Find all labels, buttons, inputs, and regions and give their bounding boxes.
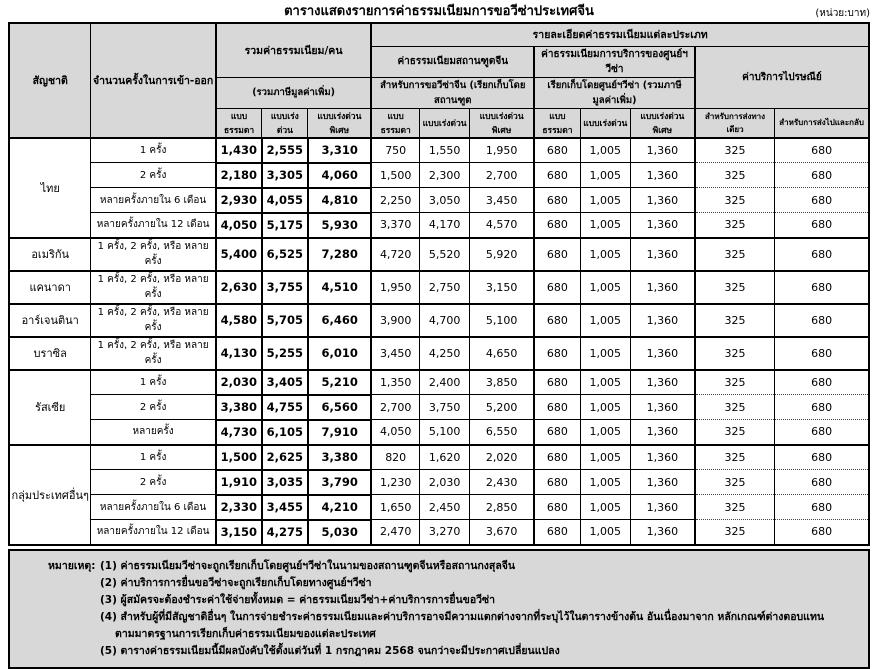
table-row <box>9 163 869 188</box>
embassy-fee-cell: 4,700 <box>420 304 470 337</box>
center-fee-cell: 1,360 <box>630 188 694 213</box>
postal-fee-cell: 325 <box>695 188 775 213</box>
embassy-fee-cell: 2,700 <box>371 395 419 420</box>
center-fee-cell: 1,005 <box>580 188 630 213</box>
postal-fee-cell: 325 <box>695 395 775 420</box>
table-row <box>9 238 869 271</box>
embassy-fee-cell: 1,550 <box>420 138 470 163</box>
center-fee-cell: 680 <box>534 163 580 188</box>
total-fee-cell: 2,555 <box>262 138 308 163</box>
col-header-express: แบบเร่งด่วน <box>420 108 470 138</box>
postal-fee-cell: 325 <box>695 495 775 520</box>
center-fee-cell: 1,005 <box>580 370 630 395</box>
postal-fee-cell: 680 <box>775 445 869 470</box>
total-fee-cell: 5,400 <box>216 238 262 271</box>
note-item-continuation: ตามมาตรฐานการเรียกเก็บค่าธรรมเนียมของแต่ละประเทศ <box>115 627 376 640</box>
embassy-fee-cell: 2,450 <box>420 495 470 520</box>
total-fee-cell: 5,030 <box>308 520 371 545</box>
embassy-fee-cell: 3,850 <box>470 370 534 395</box>
unit-note: (หน่วย:บาท) <box>815 8 870 19</box>
postal-fee-cell: 680 <box>775 370 869 395</box>
total-fee-cell: 5,705 <box>262 304 308 337</box>
embassy-fee-cell: 1,650 <box>371 495 419 520</box>
table-row <box>9 188 869 213</box>
col-header-express: แบบเร่งด่วน <box>262 108 308 138</box>
notes-label: หมายเหตุ: <box>48 559 96 572</box>
center-fee-cell: 1,360 <box>630 271 694 304</box>
table-row <box>9 304 869 337</box>
total-fee-cell: 7,910 <box>308 420 371 445</box>
entries-cell: 1 ครั้ง <box>91 370 216 395</box>
embassy-fee-cell: 2,020 <box>470 445 534 470</box>
center-fee-cell: 1,360 <box>630 520 694 545</box>
total-fee-cell: 4,055 <box>262 188 308 213</box>
total-fee-cell: 5,210 <box>308 370 371 395</box>
total-fee-cell: 1,910 <box>216 470 262 495</box>
postal-fee-cell: 325 <box>695 520 775 545</box>
postal-fee-cell: 680 <box>775 337 869 370</box>
embassy-fee-cell: 4,050 <box>371 420 419 445</box>
total-fee-cell: 5,255 <box>262 337 308 370</box>
center-fee-cell: 1,360 <box>630 395 694 420</box>
entries-cell: หลายครั้ง <box>91 420 216 445</box>
col-header-super-express: แบบเร่งด่วนพิเศษ <box>630 108 694 138</box>
page-title: ตารางแสดงรายการค่าธรรมเนียมการขอวีซ่าประเทศจีน <box>284 4 594 19</box>
visa-fee-table <box>8 22 870 546</box>
center-fee-cell: 680 <box>534 445 580 470</box>
embassy-fee-cell: 750 <box>371 138 419 163</box>
table-row <box>9 337 869 370</box>
col-header-total-sub: (รวมภาษีมูลค่าเพิ่ม) <box>216 77 372 108</box>
center-fee-cell: 1,360 <box>630 163 694 188</box>
center-fee-cell: 680 <box>534 138 580 163</box>
table-row <box>9 370 869 395</box>
postal-fee-cell: 680 <box>775 395 869 420</box>
notes-box <box>8 549 870 669</box>
embassy-fee-cell: 1,950 <box>371 271 419 304</box>
center-fee-cell: 1,360 <box>630 213 694 238</box>
entries-cell: 1 ครั้ง <box>91 445 216 470</box>
center-fee-cell: 1,360 <box>630 304 694 337</box>
postal-fee-cell: 680 <box>775 271 869 304</box>
center-fee-cell: 1,005 <box>580 304 630 337</box>
table-row <box>9 495 869 520</box>
embassy-fee-cell: 5,200 <box>470 395 534 420</box>
table-row <box>9 520 869 545</box>
total-fee-cell: 3,310 <box>308 138 371 163</box>
note-item: (5) ตารางค่าธรรมเนียมนี้มีผลบังคับใช้ตั้งแต่วันที่ 1 กรกฎาคม 2568 จนกว่าจะมีประกาศเปลี่ยนแปลง <box>100 644 560 657</box>
embassy-fee-cell: 3,750 <box>420 395 470 420</box>
embassy-fee-cell: 3,150 <box>470 271 534 304</box>
embassy-fee-cell: 3,450 <box>371 337 419 370</box>
postal-fee-cell: 680 <box>775 213 869 238</box>
col-header-embassy-group: ค่าธรรมเนียมสถานฑูตจีน <box>371 46 534 77</box>
total-fee-cell: 3,790 <box>308 470 371 495</box>
total-fee-cell: 2,625 <box>262 445 308 470</box>
col-header-postal-roundtrip: สำหรับการส่งไปและกลับ <box>775 108 869 138</box>
embassy-fee-cell: 2,430 <box>470 470 534 495</box>
total-fee-cell: 3,380 <box>308 445 371 470</box>
col-header-center-group: ค่าธรรมเนียมการบริการของศูนย์ฯวีซ่า <box>534 46 695 77</box>
embassy-fee-cell: 2,030 <box>420 470 470 495</box>
total-fee-cell: 3,380 <box>216 395 262 420</box>
postal-fee-cell: 325 <box>695 138 775 163</box>
table-row <box>9 420 869 445</box>
center-fee-cell: 680 <box>534 520 580 545</box>
center-fee-cell: 1,360 <box>630 420 694 445</box>
postal-fee-cell: 325 <box>695 304 775 337</box>
embassy-fee-cell: 820 <box>371 445 419 470</box>
table-row <box>9 271 869 304</box>
entries-cell: 1 ครั้ง, 2 ครั้ง, หรือ หลายครั้ง <box>91 271 216 304</box>
total-fee-cell: 6,010 <box>308 337 371 370</box>
entries-cell: 1 ครั้ง, 2 ครั้ง, หรือ หลายครั้ง <box>91 304 216 337</box>
postal-fee-cell: 680 <box>775 238 869 271</box>
table-row <box>9 213 869 238</box>
embassy-fee-cell: 3,050 <box>420 188 470 213</box>
entries-cell: หลายครั้งภายใน 12 เดือน <box>91 520 216 545</box>
postal-fee-cell: 325 <box>695 470 775 495</box>
postal-fee-cell: 680 <box>775 520 869 545</box>
embassy-fee-cell: 2,700 <box>470 163 534 188</box>
total-fee-cell: 1,430 <box>216 138 262 163</box>
nationality-cell: กลุ่มประเทศอื่นๆ <box>9 445 91 545</box>
postal-fee-cell: 325 <box>695 213 775 238</box>
col-header-postal-oneway: สำหรับการส่งทางเดียว <box>695 108 775 138</box>
total-fee-cell: 3,755 <box>262 271 308 304</box>
center-fee-cell: 1,005 <box>580 138 630 163</box>
center-fee-cell: 1,360 <box>630 495 694 520</box>
total-fee-cell: 3,035 <box>262 470 308 495</box>
embassy-fee-cell: 5,100 <box>420 420 470 445</box>
note-item: (3) ผู้สมัครจะต้องชำระค่าใช้จ่ายทั้งหมด = ค่าธรรมเนียมวีซ่า+ค่าบริการการยื่นขอวีซ่า <box>100 593 496 606</box>
embassy-fee-cell: 2,470 <box>371 520 419 545</box>
center-fee-cell: 680 <box>534 337 580 370</box>
postal-fee-cell: 325 <box>695 238 775 271</box>
note-item: (4) สำหรับผู้ที่มีสัญชาติอื่นๆ ในการจ่ายชำระค่าธรรมเนียมและค่าบริการอาจมีความแตกต่างจากที่ระบุไว้ในตารางข้างต้น อันเนื่องมาจาก หลักเกณฑ์ต่างตอบแทน <box>100 610 825 623</box>
total-fee-cell: 3,305 <box>262 163 308 188</box>
entries-cell: 2 ครั้ง <box>91 163 216 188</box>
center-fee-cell: 680 <box>534 420 580 445</box>
postal-fee-cell: 325 <box>695 163 775 188</box>
center-fee-cell: 680 <box>534 395 580 420</box>
embassy-fee-cell: 2,250 <box>371 188 419 213</box>
col-header-details-group: รายละเอียดค่าธรรมเนียมแต่ละประเภท <box>371 23 869 46</box>
center-fee-cell: 1,005 <box>580 213 630 238</box>
embassy-fee-cell: 2,850 <box>470 495 534 520</box>
embassy-fee-cell: 5,920 <box>470 238 534 271</box>
title-row <box>8 2 870 22</box>
center-fee-cell: 1,005 <box>580 337 630 370</box>
total-fee-cell: 4,580 <box>216 304 262 337</box>
center-fee-cell: 1,005 <box>580 520 630 545</box>
total-fee-cell: 4,210 <box>308 495 371 520</box>
postal-fee-cell: 325 <box>695 420 775 445</box>
total-fee-cell: 4,510 <box>308 271 371 304</box>
center-fee-cell: 1,005 <box>580 445 630 470</box>
total-fee-cell: 2,180 <box>216 163 262 188</box>
total-fee-cell: 3,405 <box>262 370 308 395</box>
total-fee-cell: 5,930 <box>308 213 371 238</box>
nationality-cell: อาร์เจนตินา <box>9 304 91 337</box>
center-fee-cell: 1,360 <box>630 337 694 370</box>
center-fee-cell: 1,360 <box>630 445 694 470</box>
embassy-fee-cell: 1,620 <box>420 445 470 470</box>
embassy-fee-cell: 2,400 <box>420 370 470 395</box>
center-fee-cell: 1,360 <box>630 138 694 163</box>
embassy-fee-cell: 3,900 <box>371 304 419 337</box>
col-header-embassy-sub: สำหรับการขอวีซ่าจีน (เรียกเก็บโดยสถานฑูต <box>371 77 534 108</box>
total-fee-cell: 2,930 <box>216 188 262 213</box>
col-header-center-sub: เรียกเก็บโดยศูนย์ฯวีซ่า (รวมภาษีมูลค่าเพิ่ม) <box>534 77 695 108</box>
total-fee-cell: 3,150 <box>216 520 262 545</box>
col-header-super-express: แบบเร่งด่วนพิเศษ <box>308 108 371 138</box>
embassy-fee-cell: 4,170 <box>420 213 470 238</box>
note-item: (1) ค่าธรรมเนียมวีซ่าจะถูกเรียกเก็บโดยศูนย์ฯวีซ่าในนามของสถานฑูตจีนหรือสถานกงสุลจีน <box>100 559 516 572</box>
embassy-fee-cell: 4,650 <box>470 337 534 370</box>
postal-fee-cell: 325 <box>695 271 775 304</box>
entries-cell: หลายครั้งภายใน 6 เดือน <box>91 495 216 520</box>
total-fee-cell: 1,500 <box>216 445 262 470</box>
entries-cell: 1 ครั้ง, 2 ครั้ง, หรือ หลายครั้ง <box>91 337 216 370</box>
embassy-fee-cell: 1,950 <box>470 138 534 163</box>
center-fee-cell: 1,360 <box>630 470 694 495</box>
table-header <box>9 23 869 138</box>
table-row <box>9 138 869 163</box>
center-fee-cell: 1,005 <box>580 271 630 304</box>
embassy-fee-cell: 1,500 <box>371 163 419 188</box>
total-fee-cell: 5,175 <box>262 213 308 238</box>
postal-fee-cell: 680 <box>775 188 869 213</box>
postal-fee-cell: 325 <box>695 337 775 370</box>
center-fee-cell: 680 <box>534 238 580 271</box>
total-fee-cell: 6,105 <box>262 420 308 445</box>
note-item: (2) ค่าบริการการยื่นขอวีซ่าจะถูกเรียกเก็บโดยทางศูนย์ฯวีซ่า <box>100 576 372 589</box>
total-fee-cell: 4,050 <box>216 213 262 238</box>
col-header-super-express: แบบเร่งด่วนพิเศษ <box>470 108 534 138</box>
total-fee-cell: 6,560 <box>308 395 371 420</box>
nationality-cell: รัสเซีย <box>9 370 91 445</box>
center-fee-cell: 680 <box>534 188 580 213</box>
total-fee-cell: 4,060 <box>308 163 371 188</box>
nationality-cell: แคนาดา <box>9 271 91 304</box>
embassy-fee-cell: 2,750 <box>420 271 470 304</box>
center-fee-cell: 1,360 <box>630 370 694 395</box>
embassy-fee-cell: 4,570 <box>470 213 534 238</box>
entries-cell: 2 ครั้ง <box>91 470 216 495</box>
center-fee-cell: 1,005 <box>580 238 630 271</box>
total-fee-cell: 6,525 <box>262 238 308 271</box>
total-fee-cell: 4,130 <box>216 337 262 370</box>
col-header-normal: แบบธรรมดา <box>216 108 262 138</box>
embassy-fee-cell: 3,370 <box>371 213 419 238</box>
total-fee-cell: 2,030 <box>216 370 262 395</box>
total-fee-cell: 4,810 <box>308 188 371 213</box>
table-row <box>9 395 869 420</box>
col-header-normal: แบบธรรมดา <box>534 108 580 138</box>
postal-fee-cell: 325 <box>695 445 775 470</box>
entries-cell: หลายครั้งภายใน 6 เดือน <box>91 188 216 213</box>
center-fee-cell: 680 <box>534 470 580 495</box>
total-fee-cell: 2,330 <box>216 495 262 520</box>
entries-cell: 2 ครั้ง <box>91 395 216 420</box>
center-fee-cell: 1,005 <box>580 495 630 520</box>
entries-cell: 1 ครั้ง <box>91 138 216 163</box>
embassy-fee-cell: 1,350 <box>371 370 419 395</box>
embassy-fee-cell: 2,300 <box>420 163 470 188</box>
center-fee-cell: 680 <box>534 304 580 337</box>
nationality-cell: ไทย <box>9 138 91 238</box>
embassy-fee-cell: 3,270 <box>420 520 470 545</box>
embassy-fee-cell: 5,100 <box>470 304 534 337</box>
embassy-fee-cell: 3,670 <box>470 520 534 545</box>
postal-fee-cell: 680 <box>775 420 869 445</box>
postal-fee-cell: 680 <box>775 495 869 520</box>
entries-cell: หลายครั้งภายใน 12 เดือน <box>91 213 216 238</box>
center-fee-cell: 1,005 <box>580 163 630 188</box>
center-fee-cell: 1,360 <box>630 238 694 271</box>
col-header-total-group: รวมค่าธรรมเนียม/คน <box>216 23 372 77</box>
nationality-cell: อเมริกัน <box>9 238 91 271</box>
postal-fee-cell: 680 <box>775 163 869 188</box>
center-fee-cell: 1,005 <box>580 420 630 445</box>
total-fee-cell: 6,460 <box>308 304 371 337</box>
col-header-entries: จำนวนครั้งในการเข้า-ออก <box>91 23 216 138</box>
total-fee-cell: 2,630 <box>216 271 262 304</box>
table-body <box>9 138 869 545</box>
embassy-fee-cell: 5,520 <box>420 238 470 271</box>
embassy-fee-cell: 4,720 <box>371 238 419 271</box>
col-header-express: แบบเร่งด่วน <box>580 108 630 138</box>
col-header-normal: แบบธรรมดา <box>371 108 419 138</box>
embassy-fee-cell: 1,230 <box>371 470 419 495</box>
total-fee-cell: 4,730 <box>216 420 262 445</box>
total-fee-cell: 4,755 <box>262 395 308 420</box>
total-fee-cell: 4,275 <box>262 520 308 545</box>
embassy-fee-cell: 4,250 <box>420 337 470 370</box>
total-fee-cell: 3,455 <box>262 495 308 520</box>
col-header-nationality: สัญชาติ <box>9 23 91 138</box>
notes-list <box>100 558 860 660</box>
table-row <box>9 445 869 470</box>
postal-fee-cell: 325 <box>695 370 775 395</box>
center-fee-cell: 680 <box>534 495 580 520</box>
center-fee-cell: 680 <box>534 370 580 395</box>
embassy-fee-cell: 6,550 <box>470 420 534 445</box>
center-fee-cell: 680 <box>534 213 580 238</box>
table-row <box>9 470 869 495</box>
col-header-postal-group: ค่าบริการไปรษณีย์ <box>695 46 869 108</box>
embassy-fee-cell: 3,450 <box>470 188 534 213</box>
postal-fee-cell: 680 <box>775 304 869 337</box>
entries-cell: 1 ครั้ง, 2 ครั้ง, หรือ หลายครั้ง <box>91 238 216 271</box>
nationality-cell: บราซิล <box>9 337 91 370</box>
center-fee-cell: 1,005 <box>580 395 630 420</box>
center-fee-cell: 1,005 <box>580 470 630 495</box>
postal-fee-cell: 680 <box>775 138 869 163</box>
center-fee-cell: 680 <box>534 271 580 304</box>
total-fee-cell: 7,280 <box>308 238 371 271</box>
postal-fee-cell: 680 <box>775 470 869 495</box>
